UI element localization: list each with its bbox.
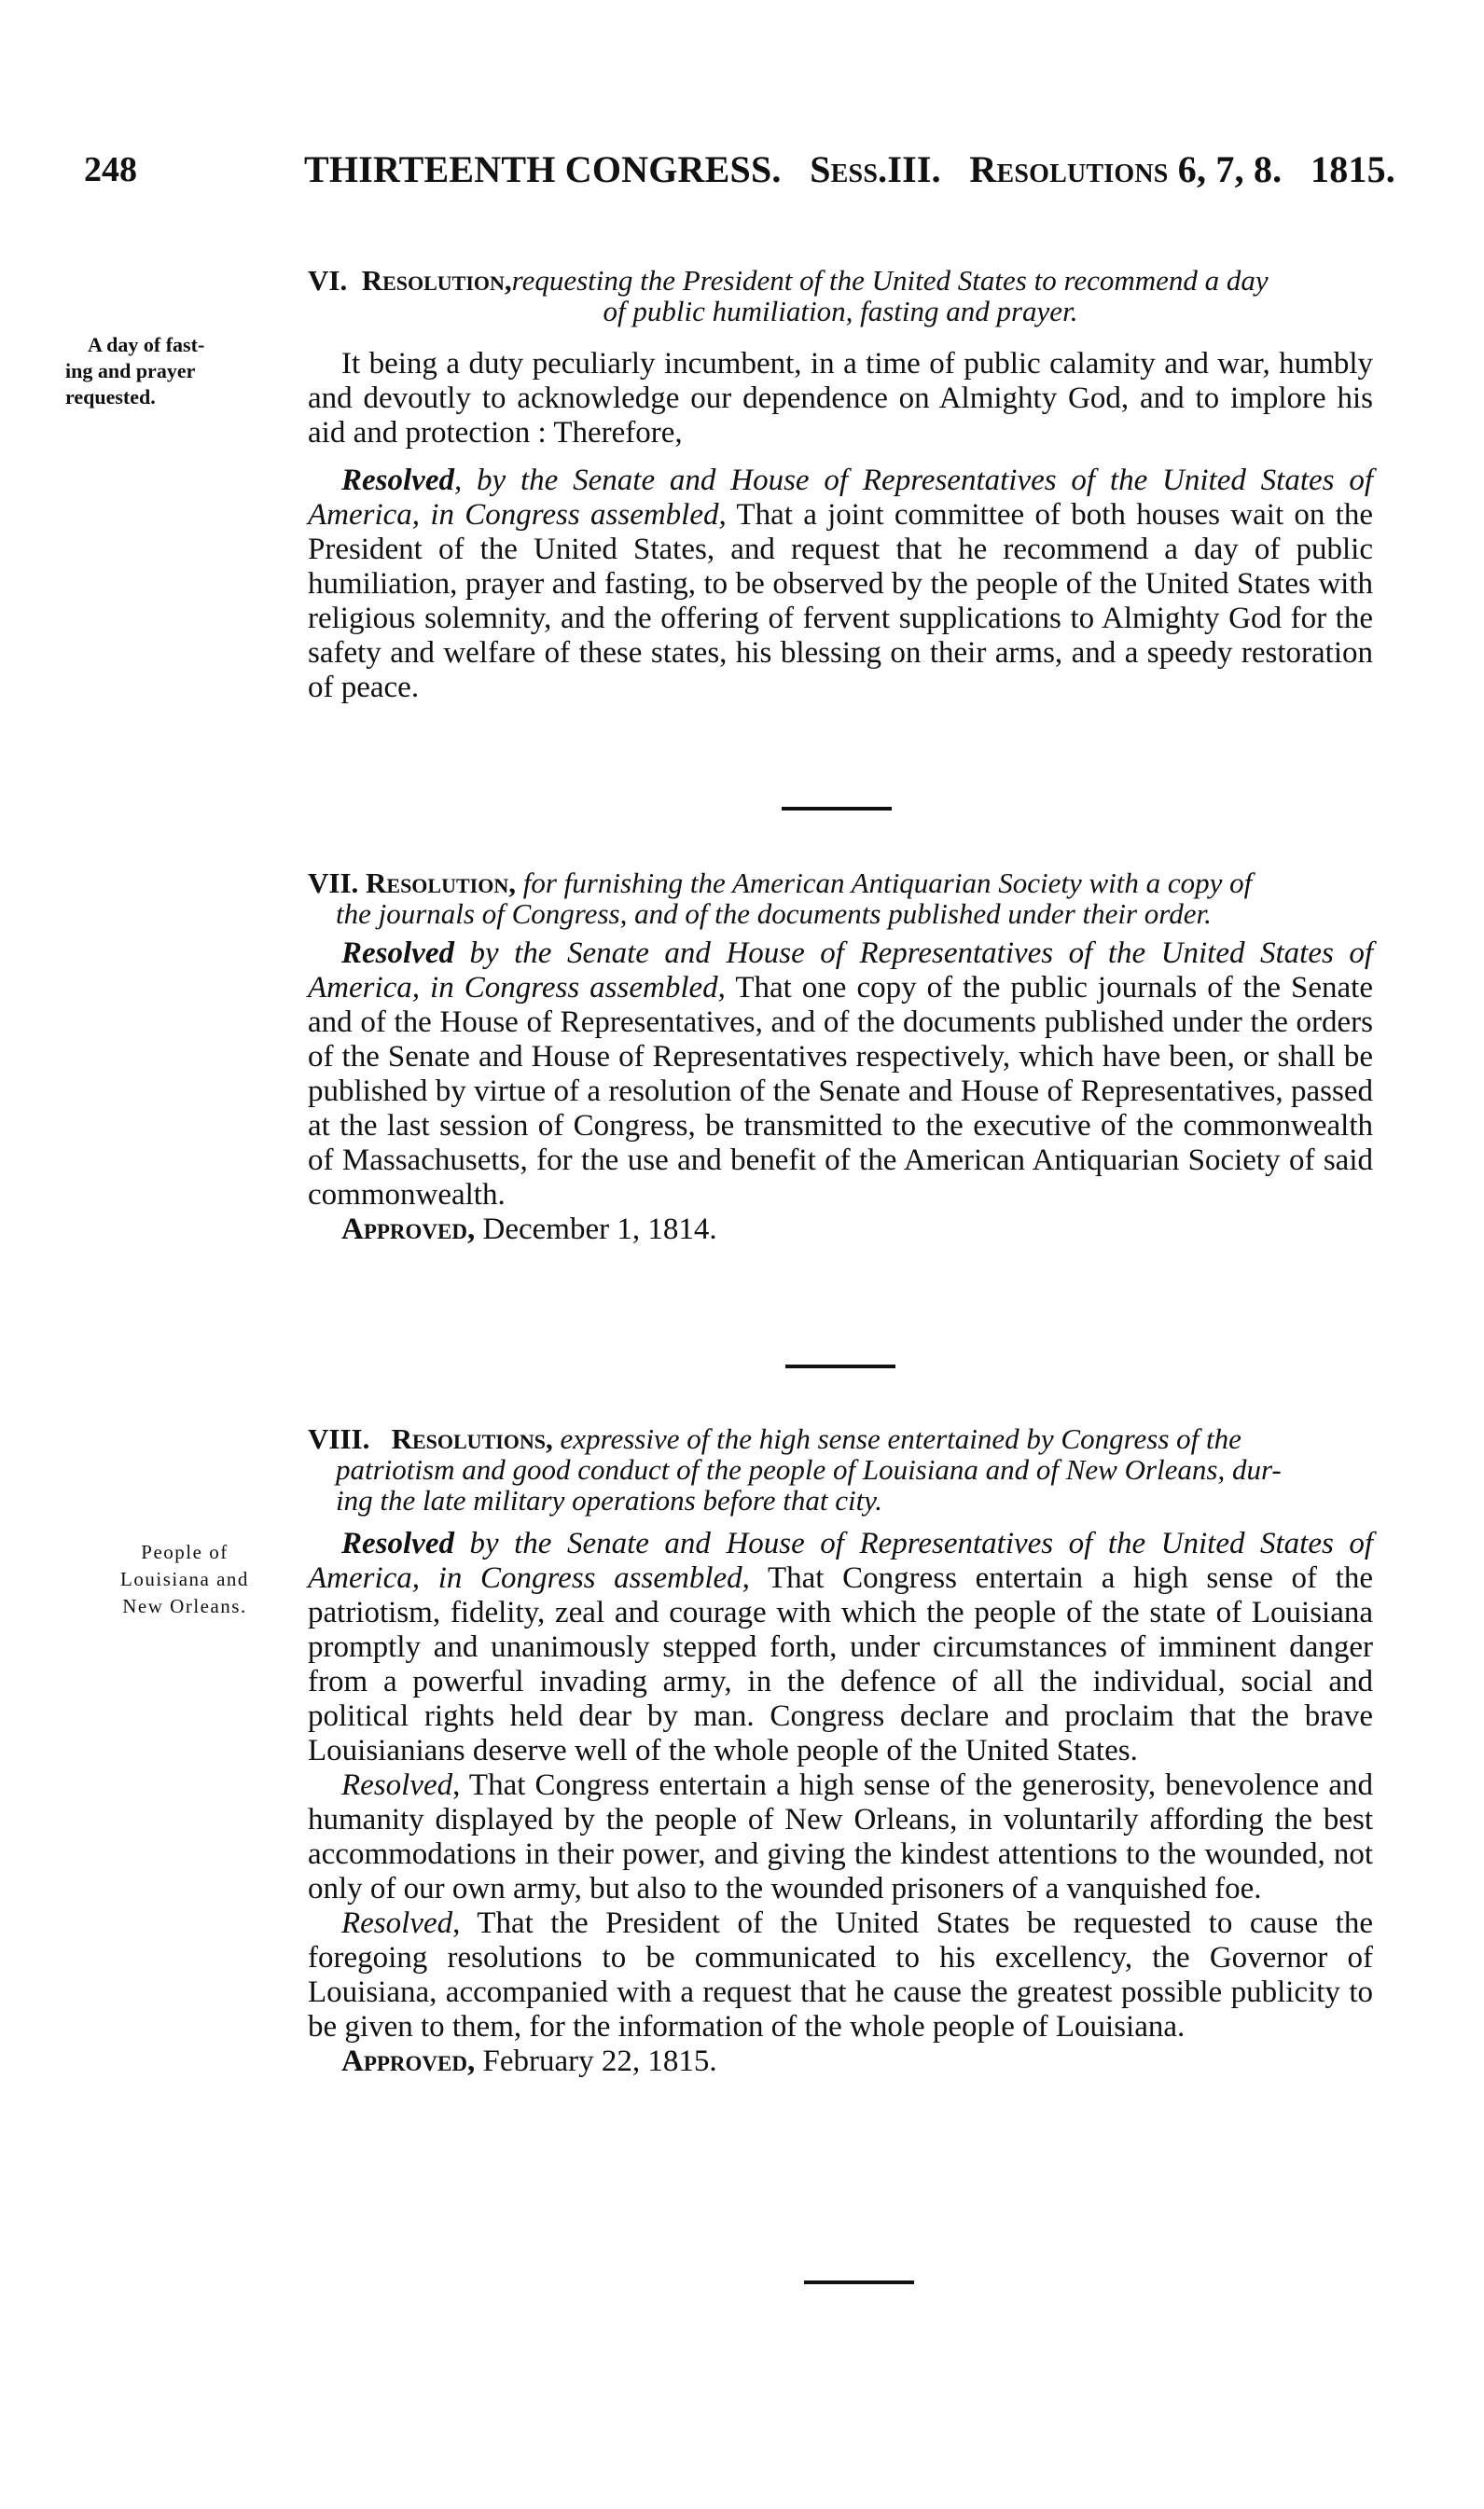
approval-line (308, 1213, 1373, 1247)
resolution-description-cont: the journals of Congress, and of the documents published under their order. (336, 897, 1212, 930)
running-head-congress: THIRTEENTH CONGRESS. (304, 148, 782, 190)
page-number: 248 (84, 150, 137, 189)
approved-date: December 1, 1814. (482, 1213, 717, 1246)
margin-note-line: requested. (65, 385, 156, 409)
resolved-lead: Resolved (341, 464, 454, 497)
resolution-description: for furnishing the American Antiquarian Society with a copy of (522, 866, 1253, 899)
resolution-description: expressive of the high sense entertained by Congress of the (560, 1422, 1241, 1455)
resolved-paragraph (308, 1527, 1373, 1768)
running-head-year: 1815. (1311, 148, 1395, 190)
running-head-resolution-numbers: 6, 7, 8. (1177, 148, 1283, 190)
margin-note-line: Louisiana and (120, 1568, 249, 1590)
resolution-kind: Resolutions, (391, 1422, 553, 1455)
resolved-lead: Resolved (341, 936, 454, 970)
resolved-paragraph (308, 936, 1373, 1213)
resolution-kind: Resolution, (361, 264, 512, 297)
margin-note-line: New Orleans. (122, 1595, 247, 1617)
running-head (304, 147, 1395, 191)
margin-note-vi (65, 332, 289, 410)
margin-note-line: People of (141, 1541, 229, 1563)
resolution-viii-heading (308, 1423, 1373, 1516)
preamble-paragraph: It being a duty peculiarly incumbent, in a time of public calamity and war, humbly and devoutly to acknowledge our dependence on Almighty God, and to implore his aid and protection : Therefore, (308, 347, 1373, 450)
approved-label: Approved, (341, 2045, 476, 2078)
section-divider (782, 807, 892, 811)
resolved-paragraph-2 (308, 1768, 1373, 1906)
margin-note-line: ing and prayer (65, 359, 196, 382)
resolution-vi (308, 265, 1373, 705)
resolved-lead: Resolved (341, 1906, 453, 1940)
running-head-session-label: Sess. (810, 148, 888, 190)
margin-note-viii (91, 1539, 278, 1620)
resolution-number: VII. (308, 866, 359, 899)
resolution-description-cont: patriotism and good conduct of the people of Louisiana and of New Orleans, dur- (336, 1453, 1282, 1486)
resolved-lead: Resolved (341, 1527, 454, 1560)
resolution-viii (308, 1423, 1373, 2079)
enacting-formula: by the Senate and House of Representatives of the United States of America, in Congress assembled, (308, 1527, 1373, 1595)
resolved-text: , That Congress entertain a high sense of the generosity, benevolence and humanity displayed by the people of New Orleans, in voluntarily affording the best accommodations in their power, and giving the kindest attentions to the wounded, not only of our own army, but also to the wounded prisoners of a vanquished foe. (308, 1768, 1373, 1906)
resolution-description-cont: ing the late military operations before that city. (336, 1484, 883, 1517)
margin-note-line: A day of fast- (88, 333, 205, 356)
resolved-paragraph-3 (308, 1906, 1373, 2045)
resolution-vii (308, 867, 1373, 1247)
resolution-description: requesting the President of the United States to recommend a day (511, 264, 1269, 297)
resolved-text: That Congress entertain a high sense of the patriotism, fidelity, zeal and courage with which the people of the state of Louisiana promptly and unanimously stepped forth, under circumstances of imminent danger from a powerful invading army, in the defence of all the individual, social and political rights held dear by man. Congress declare and proclaim that the brave Louisianians deserve well of the whole people of the United States. (308, 1561, 1373, 1767)
section-divider (785, 1365, 895, 1368)
resolution-vi-heading (308, 265, 1373, 326)
running-head-resolutions-label: Resolutions (969, 148, 1169, 190)
resolved-text: , That the President of the United States be requested to cause the foregoing resolutions to be communicated to his excellency, the Governor of Louisiana, accompanied with a request that he cause the greatest possible publicity to be given to them, for the information of the whole people of Louisiana. (308, 1906, 1373, 2044)
resolved-text: That one copy of the public journals of the Senate and of the House of Representatives, and of the documents published under the orders of the Senate and House of Representatives respectively, which have been, or shall be published by virtue of a resolution of the Senate and House of Representatives, passed at the last session of Congress, be transmitted to the executive of the commonwealth of Massachusetts, for the use and benefit of the American Antiquarian Society of said commonwealth. (308, 971, 1373, 1212)
approval-line (308, 2045, 1373, 2079)
approved-label: Approved, (341, 1213, 476, 1246)
resolved-lead: Resolved (341, 1768, 453, 1802)
resolution-number: VI. (308, 264, 348, 297)
resolution-vii-heading (308, 867, 1373, 929)
resolution-description-cont: of public humiliation, fasting and prayer. (603, 295, 1078, 327)
approved-date: February 22, 1815. (482, 2045, 717, 2078)
enacting-formula: by the Senate and House of Representatives of the United States of America, in Congress assembled, (308, 936, 1373, 1005)
resolved-text: That a joint committee of both houses wait on the President of the United States, and request that he recommend a day of public humiliation, prayer and fasting, to be observed by the people of the United States with religious solemnity, and the offering of fervent supplications to Almighty God for the safety and welfare of these states, his blessing on their arms, and a speedy restoration of peace. (308, 498, 1373, 704)
section-divider (804, 2280, 914, 2284)
resolution-number: VIII. (308, 1422, 370, 1455)
running-head-session-number: III. (887, 148, 941, 190)
resolution-kind: Resolution, (366, 866, 516, 899)
resolved-paragraph (308, 464, 1373, 705)
enacting-formula: , by the Senate and House of Representatives of the United States of America, in Congress assembled, (308, 464, 1373, 532)
